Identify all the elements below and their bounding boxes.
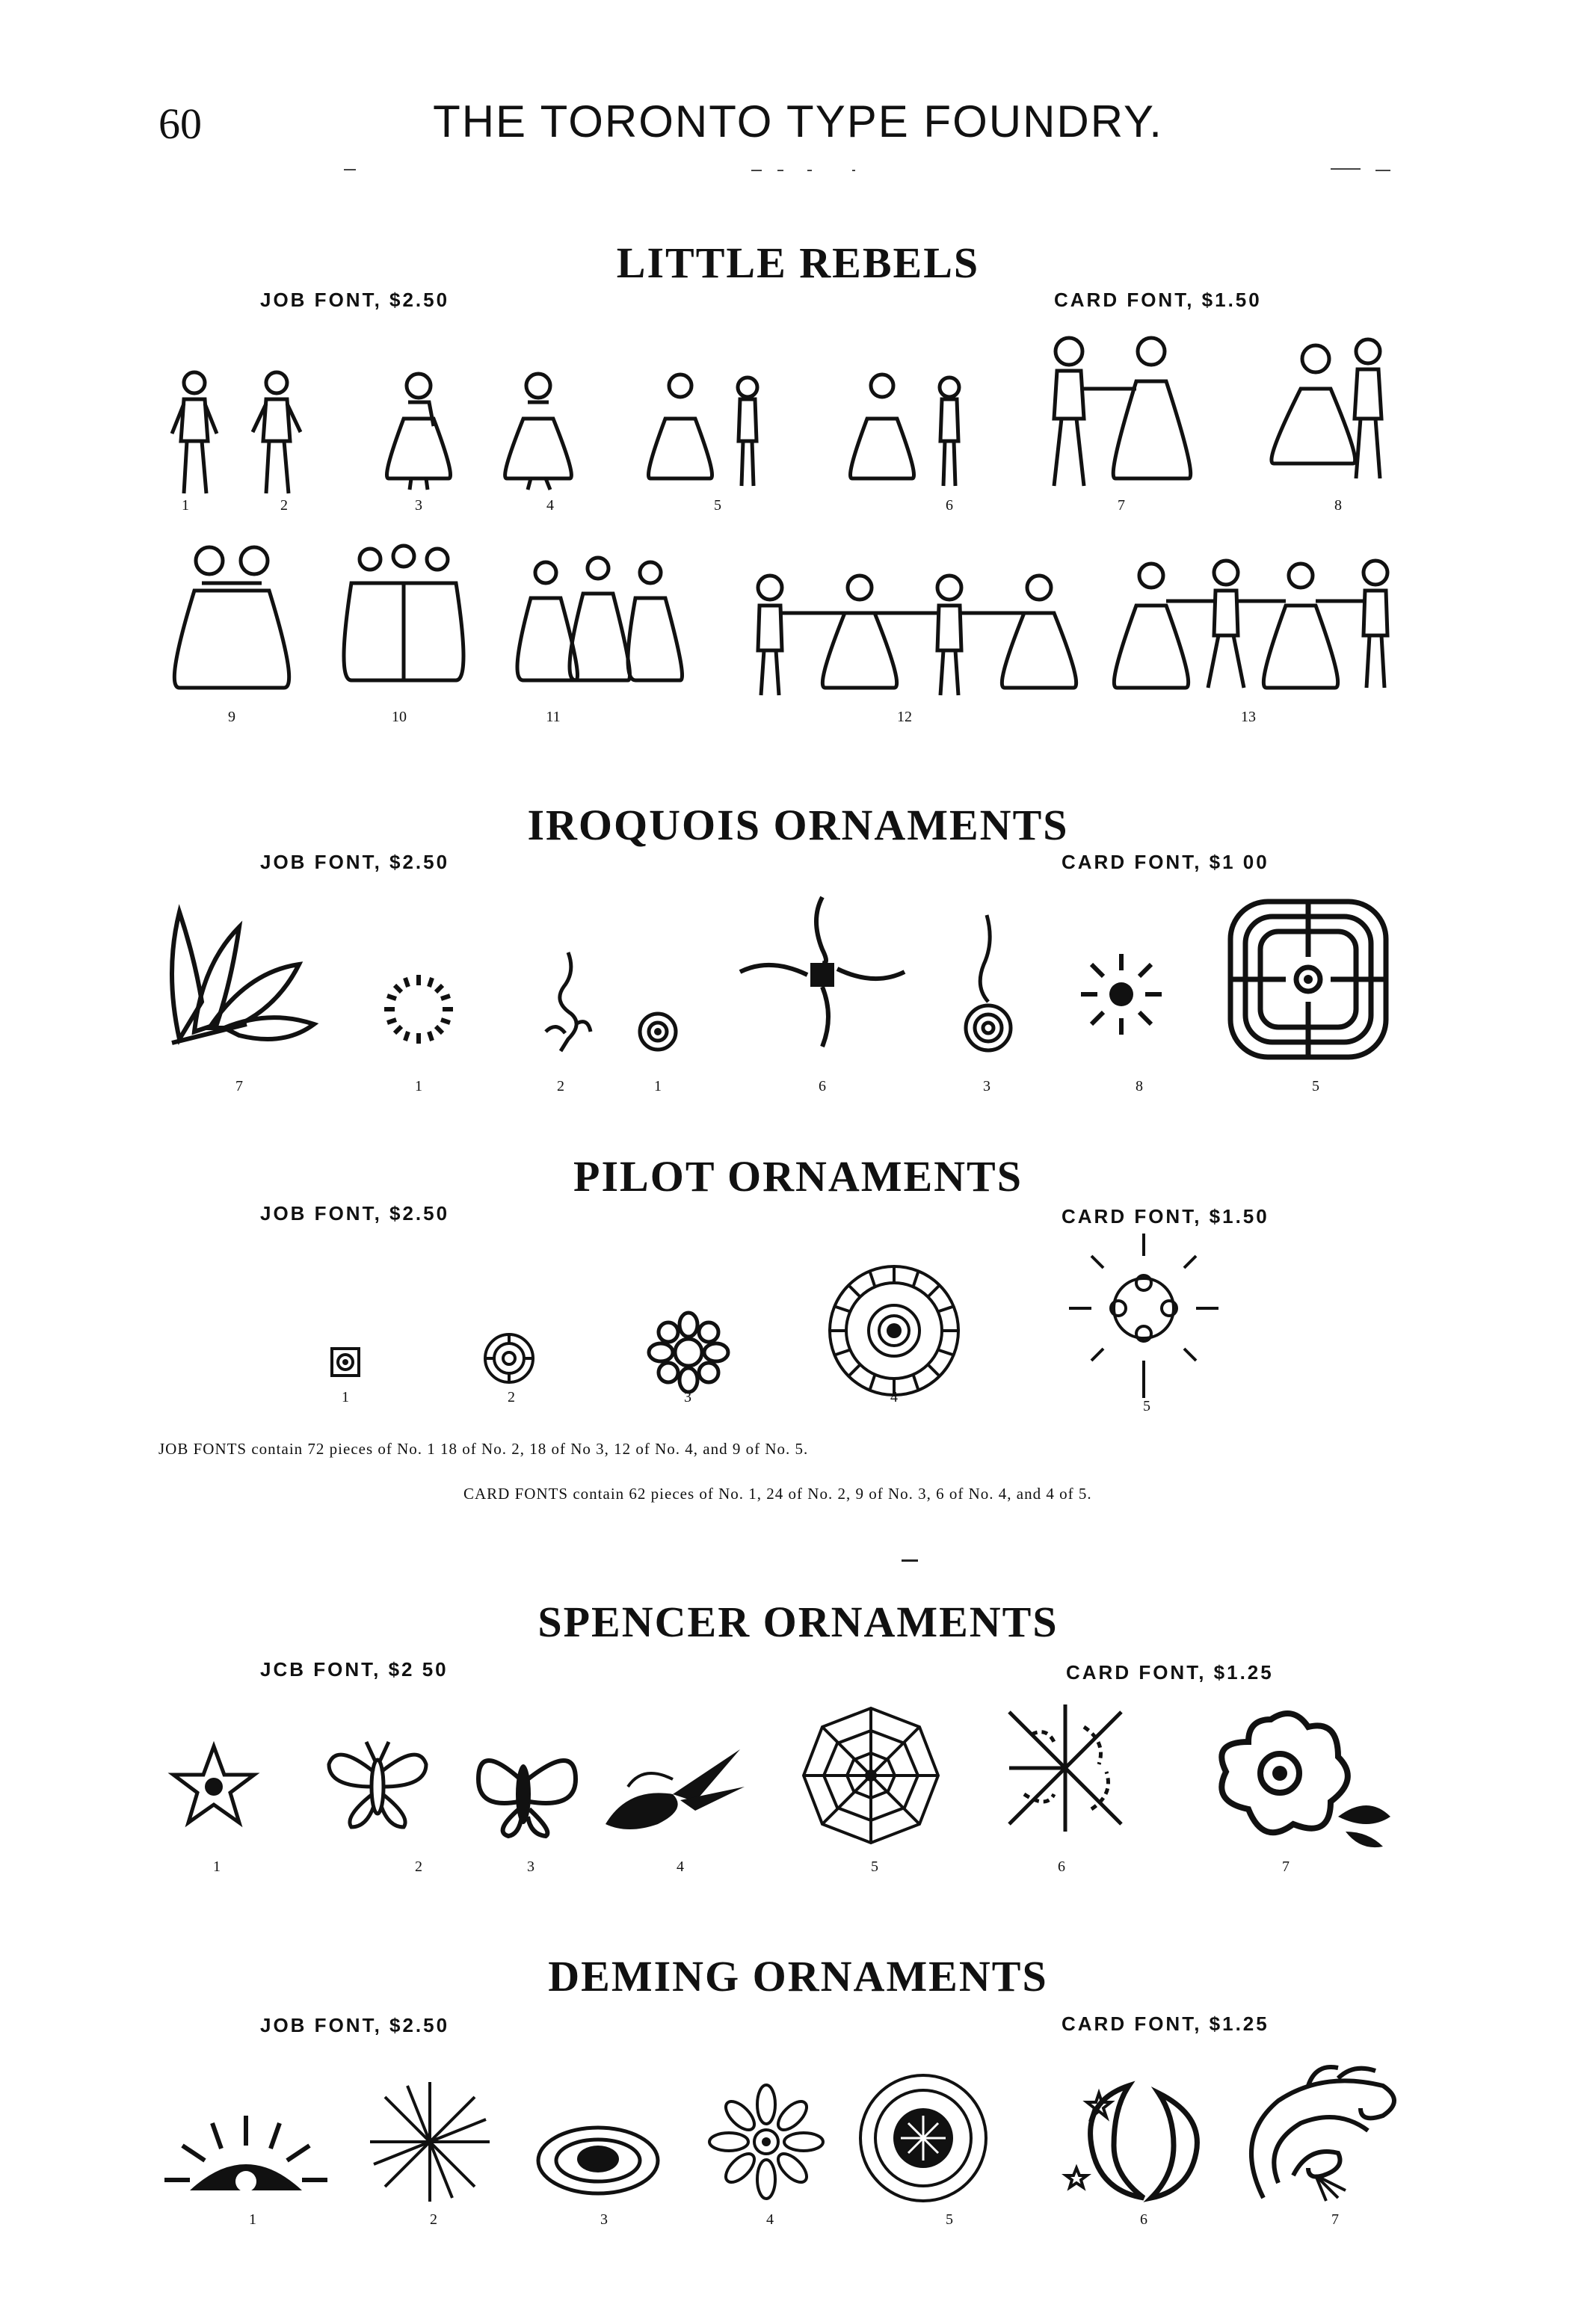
- item-number: 2: [280, 497, 288, 514]
- small-square-rosette-icon: [329, 1346, 362, 1379]
- item-number: 1: [249, 2211, 256, 2228]
- wild-rose-icon: [1196, 1704, 1413, 1847]
- item-number: 3: [527, 1858, 534, 1875]
- item-number: 4: [677, 1858, 684, 1875]
- job-font-price: JOB FONT, $2.50: [260, 1202, 450, 1225]
- job-font-price: JOB FONT, $2.50: [260, 851, 450, 873]
- item-number: 8: [1334, 497, 1342, 514]
- item-number: 7: [235, 1078, 243, 1094]
- children-holding-hands-icon: [1106, 553, 1420, 703]
- section-title-iroquois-ornaments: IROQUOIS ORNAMENTS: [527, 801, 1069, 849]
- card-font-price: CARD FONT, $1.25: [1062, 2012, 1269, 2035]
- card-font-price: CARD FONT, $1.25: [1066, 1661, 1274, 1684]
- page-number: 60: [158, 99, 202, 148]
- item-number: 5: [871, 1858, 878, 1875]
- large-sunflower-rosette-icon: [827, 1263, 961, 1398]
- item-number: 5: [1312, 1078, 1319, 1094]
- section-title-spencer-ornaments: SPENCER ORNAMENTS: [537, 1598, 1059, 1646]
- dancing-pair-icon: [1256, 329, 1405, 493]
- item-number: 6: [946, 497, 953, 514]
- target-dot-icon: [635, 1009, 680, 1054]
- star-flower-icon: [169, 1742, 259, 1832]
- daisy-icon: [647, 1311, 730, 1393]
- section-title-deming-ornaments: DEMING ORNAMENTS: [548, 1952, 1048, 2001]
- starburst-lines-icon: [366, 2078, 493, 2205]
- item-number: 8: [1136, 1078, 1143, 1094]
- card-fonts-note: CARD FONTS contain 62 pieces of No. 1, 24 of No. 2, 9 of No. 3, 6 of No. 4, and 4 of 5.: [463, 1485, 1092, 1503]
- item-number: 1: [654, 1078, 662, 1094]
- butterfly-icon: [471, 1734, 583, 1839]
- item-number: 1: [342, 1389, 349, 1405]
- ring-of-strokes-icon: [381, 972, 456, 1047]
- wheel-rosette-icon: [481, 1331, 537, 1386]
- item-number: 7: [1331, 2211, 1339, 2228]
- three-girls-icon: [508, 553, 688, 695]
- boy-figure-icon: [164, 366, 224, 501]
- embracing-pair-icon: [157, 538, 306, 695]
- item-number: 3: [600, 2211, 608, 2228]
- children-holding-hands-icon: [733, 568, 1084, 710]
- item-number: 1: [213, 1858, 221, 1875]
- item-number: 2: [557, 1078, 564, 1094]
- dotted-star-icon: [1062, 1226, 1226, 1405]
- moth-icon: [321, 1734, 434, 1832]
- job-font-price: JCB FONT, $2 50: [260, 1658, 449, 1681]
- item-number: 5: [946, 2211, 953, 2228]
- item-number: 1: [415, 1078, 422, 1094]
- concentric-quatrefoil-icon: [1226, 897, 1390, 1062]
- web-corner-icon: [1002, 1697, 1129, 1839]
- card-font-price: CARD FONT, $1 00: [1062, 851, 1269, 873]
- hanging-rose-icon: [957, 912, 1017, 1054]
- blossom-icon: [531, 2116, 665, 2198]
- item-number: 12: [897, 709, 912, 725]
- card-font-price: CARD FONT, $1.50: [1062, 1205, 1269, 1228]
- item-number: 11: [546, 709, 561, 725]
- swallow-icon: [598, 1742, 748, 1839]
- job-font-price: JOB FONT, $2.50: [260, 2014, 450, 2036]
- item-number: 6: [819, 1078, 826, 1094]
- group-of-girls-icon: [336, 538, 471, 695]
- girl-and-boy-icon: [635, 366, 770, 493]
- item-number: 9: [228, 709, 235, 725]
- item-number: 5: [1143, 1398, 1150, 1414]
- card-font-price: CARD FONT, $1.50: [1054, 289, 1262, 311]
- section-title-little-rebels: LITTLE REBELS: [616, 238, 980, 287]
- item-number: 5: [714, 497, 721, 514]
- item-number: 6: [1140, 2211, 1147, 2228]
- item-number: 3: [983, 1078, 990, 1094]
- crescent-moons-stars-icon: [1054, 2078, 1218, 2205]
- item-number: 3: [415, 497, 422, 514]
- item-number: 7: [1282, 1858, 1290, 1875]
- item-number: 2: [430, 2211, 437, 2228]
- section-title-pilot-ornaments: PILOT ORNAMENTS: [573, 1152, 1023, 1201]
- job-font-price: JOB FONT, $2.50: [260, 289, 450, 311]
- item-number: 4: [766, 2211, 774, 2228]
- half-sun-eye-icon: [160, 2108, 332, 2198]
- boy-figure-icon: [247, 366, 306, 501]
- acanthus-scroll-icon: [1233, 2063, 1413, 2205]
- item-number: 13: [1241, 709, 1256, 725]
- leaf-spray-icon: [157, 897, 321, 1047]
- item-number: 1: [182, 497, 189, 514]
- girl-figure-icon: [374, 366, 463, 493]
- outline-daisy-icon: [710, 2086, 822, 2198]
- squiggle-sprig-icon: [538, 949, 598, 1054]
- item-number: 4: [546, 497, 554, 514]
- item-number: 2: [508, 1389, 515, 1405]
- dancing-pair-icon: [1032, 329, 1211, 493]
- sunflower-icon: [852, 2071, 994, 2205]
- girl-and-boy-icon: [837, 366, 972, 493]
- section-divider: [902, 1559, 918, 1562]
- item-number: 2: [415, 1858, 422, 1875]
- sunburst-icon: [1076, 949, 1166, 1039]
- item-number: 10: [392, 709, 407, 725]
- girl-figure-icon: [493, 366, 583, 493]
- cross-swirl-icon: [733, 890, 912, 1054]
- item-number: 4: [890, 1389, 898, 1405]
- page-header: THE TORONTO TYPE FOUNDRY.: [433, 96, 1163, 147]
- header-rule-dots: [329, 166, 1420, 175]
- spider-web-icon: [800, 1704, 942, 1847]
- item-number: 3: [684, 1389, 691, 1405]
- item-number: 6: [1058, 1858, 1065, 1875]
- item-number: 7: [1118, 497, 1125, 514]
- job-fonts-note: JOB FONTS contain 72 pieces of No. 1 18 of No. 2, 18 of No 3, 12 of No. 4, and 9 of No. 5.: [158, 1440, 809, 1458]
